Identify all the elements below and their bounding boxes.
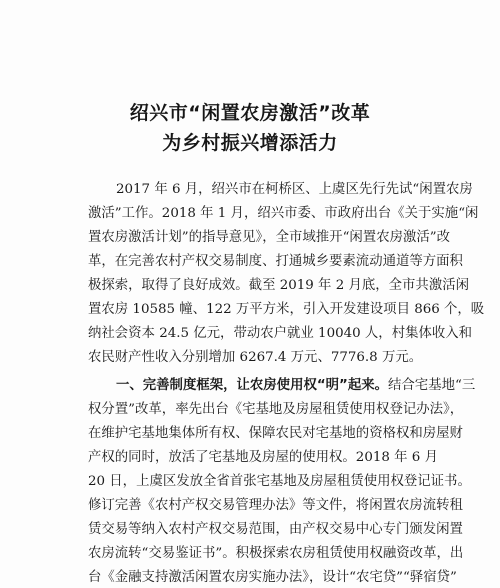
paragraph2-line: 修订完善《农村产权交易管理办法》等文件，将闲置农房流转租 bbox=[88, 498, 463, 513]
paragraph2-line: 台《金融支持激活闲置农房实施办法》，设计“农宅贷”“驿宿贷” bbox=[88, 570, 457, 585]
paragraph1-line: 革，在完善农村产权交易制度、打通城乡要素流动通道等方面积 bbox=[88, 254, 463, 269]
paragraph2-line: 产权的同时，放活了宅基地及房屋的使用权。2018 年 6 月 bbox=[88, 450, 438, 465]
paragraph2-line: 农房流转“交易鉴证书”。积极探索农房租赁使用权融资改革，出 bbox=[88, 546, 464, 561]
paragraph1-line: 极探索，取得了良好成效。截至 2019 年 2 月底，全市共激活闲 bbox=[88, 278, 469, 293]
paragraph2-line: 在维护宅基地集体所有权、保障农民对宅基地的资格权和房屋财 bbox=[88, 426, 463, 441]
paragraph1-line: 农民财产性收入分别增加 6267.4 万元、7776.8 万元。 bbox=[88, 350, 423, 365]
paragraph2-line: 权分置”改革，率先出台《宅基地及房屋租赁使用权登记办法》， bbox=[88, 402, 464, 417]
document-title-line1: 绍兴市“闲置农房激活”改革 bbox=[129, 102, 371, 124]
paragraph2-first-line-rest: 结合宅基地“三 bbox=[388, 378, 476, 393]
paragraph1-line: 激活”工作。2018 年 1 月，绍兴市委、市政府出台《关于实施“闲 bbox=[88, 206, 479, 221]
paragraph1-line: 置农房 10585 幢、122 万平方米，引入开发建设项目 866 个，吸 bbox=[88, 302, 485, 317]
document-title-line2: 为乡村振兴增添活力 bbox=[162, 132, 338, 154]
paragraph2-line: 20 日，上虞区发放全省首张宅基地及房屋租赁使用权登记证书。 bbox=[88, 474, 471, 489]
section-heading: 一、完善制度框架，让农房使用权“明”起来。 bbox=[116, 378, 389, 393]
paragraph1-line: 置农房激活计划”的指导意见》，全市域推开“闲置农房激活”改 bbox=[88, 230, 450, 245]
paragraph1-line: 2017 年 6 月，绍兴市在柯桥区、上虞区先行先试“闲置农房 bbox=[116, 182, 473, 197]
paragraph1-line: 纳社会资本 24.5 亿元，带动农户就业 10040 人，村集体收入和 bbox=[88, 326, 473, 341]
paragraph2-line: 赁交易等纳入农村产权交易范围，由产权交易中心专门颁发闲置 bbox=[88, 522, 463, 537]
paragraph2-first-line bbox=[116, 378, 476, 394]
